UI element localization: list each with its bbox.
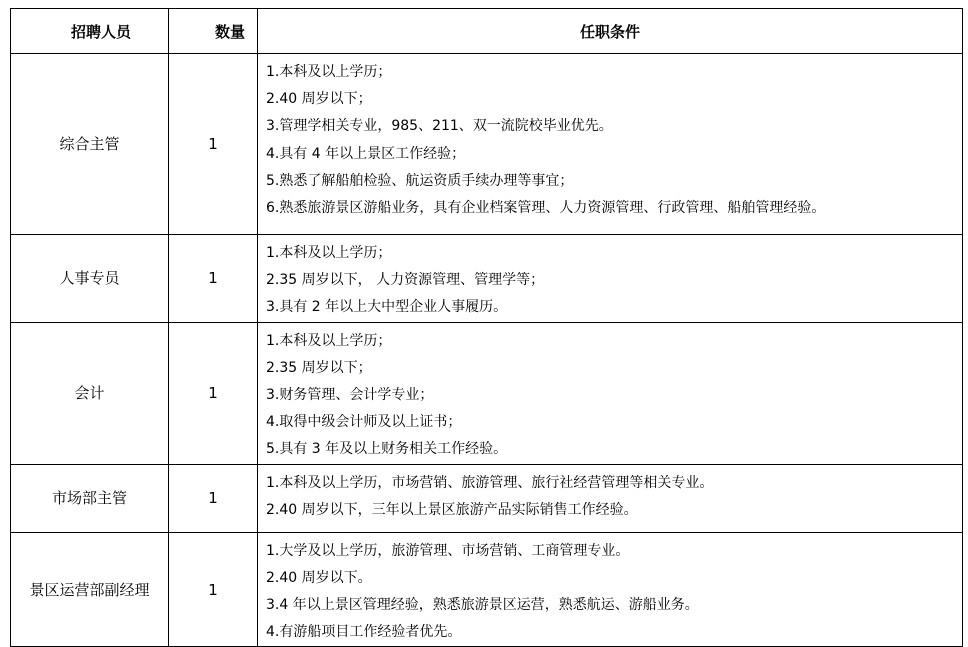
requirement-item: 1.大学及以上学历，旅游管理、市场营销、工商管理专业。 — [266, 542, 630, 559]
requirements-cell — [258, 464, 963, 532]
requirement-item: 4.具有 4 年以上景区工作经验； — [266, 145, 466, 162]
requirements-cell — [258, 235, 963, 323]
table-row — [11, 235, 963, 323]
table-row — [11, 464, 963, 532]
quantity-cell: 1 — [169, 322, 258, 464]
requirement-item: 2.40 周岁以下，三年以上景区旅游产品实际销售工作经验。 — [266, 501, 638, 518]
table-row — [11, 54, 963, 235]
quantity-cell: 1 — [169, 532, 258, 647]
requirement-item: 2.40 周岁以下。 — [266, 569, 372, 586]
requirement-item: 1.本科及以上学历； — [266, 245, 392, 261]
requirement-item: 3.管理学相关专业，985、211、双一流院校毕业优先。 — [266, 118, 613, 135]
requirement-item: 3.4 年以上景区管理经验，熟悉旅游景区运营，熟悉航运、游船业务。 — [266, 597, 699, 614]
requirement-item: 5.具有 3 年及以上财务相关工作经验。 — [266, 441, 508, 458]
quantity-cell: 1 — [169, 54, 258, 235]
requirement-item: 6.熟悉旅游景区游船业务，具有企业档案管理、人力资源管理、行政管理、船舶管理经验。 — [266, 200, 826, 217]
requirement-item: 1.本科及以上学历，市场营销、旅游管理、旅行社经营管理等相关专业。 — [266, 474, 714, 491]
requirement-item: 1.本科及以上学历； — [266, 332, 392, 349]
position-cell: 市场部主管 — [11, 464, 169, 532]
position-cell: 综合主管 — [11, 54, 169, 235]
position-cell: 景区运营部副经理 — [11, 532, 169, 647]
requirements-cell — [258, 532, 963, 647]
position-cell: 人事专员 — [11, 235, 169, 323]
table-row — [11, 532, 963, 647]
requirement-item: 3.具有 2 年以上大中型企业人事履历。 — [266, 299, 508, 316]
quantity-cell: 1 — [169, 235, 258, 323]
requirement-item: 1.本科及以上学历； — [266, 64, 392, 80]
header-requirements: 任职条件 — [258, 9, 963, 54]
quantity-cell: 1 — [169, 464, 258, 532]
header-quantity: 数量 — [169, 9, 258, 54]
table-row — [11, 322, 963, 464]
requirement-item: 4.取得中级会计师及以上证书； — [266, 414, 462, 431]
requirement-item: 2.40 周岁以下； — [266, 91, 372, 108]
table-header-row — [11, 9, 963, 54]
requirement-item: 2.35 周岁以下， 人力资源管理、管理学等； — [266, 272, 545, 289]
requirements-cell — [258, 322, 963, 464]
requirement-item: 3.财务管理、会计学专业； — [266, 387, 434, 404]
requirement-item: 4.有游船项目工作经验者优先。 — [266, 624, 462, 641]
requirement-item: 5.熟悉了解船舶检验、航运资质手续办理等事宜； — [266, 172, 574, 189]
position-cell: 会计 — [11, 322, 169, 464]
recruitment-table — [10, 8, 963, 647]
header-position: 招聘人员 — [11, 9, 169, 54]
requirement-item: 2.35 周岁以下； — [266, 359, 372, 376]
requirements-cell — [258, 54, 963, 235]
